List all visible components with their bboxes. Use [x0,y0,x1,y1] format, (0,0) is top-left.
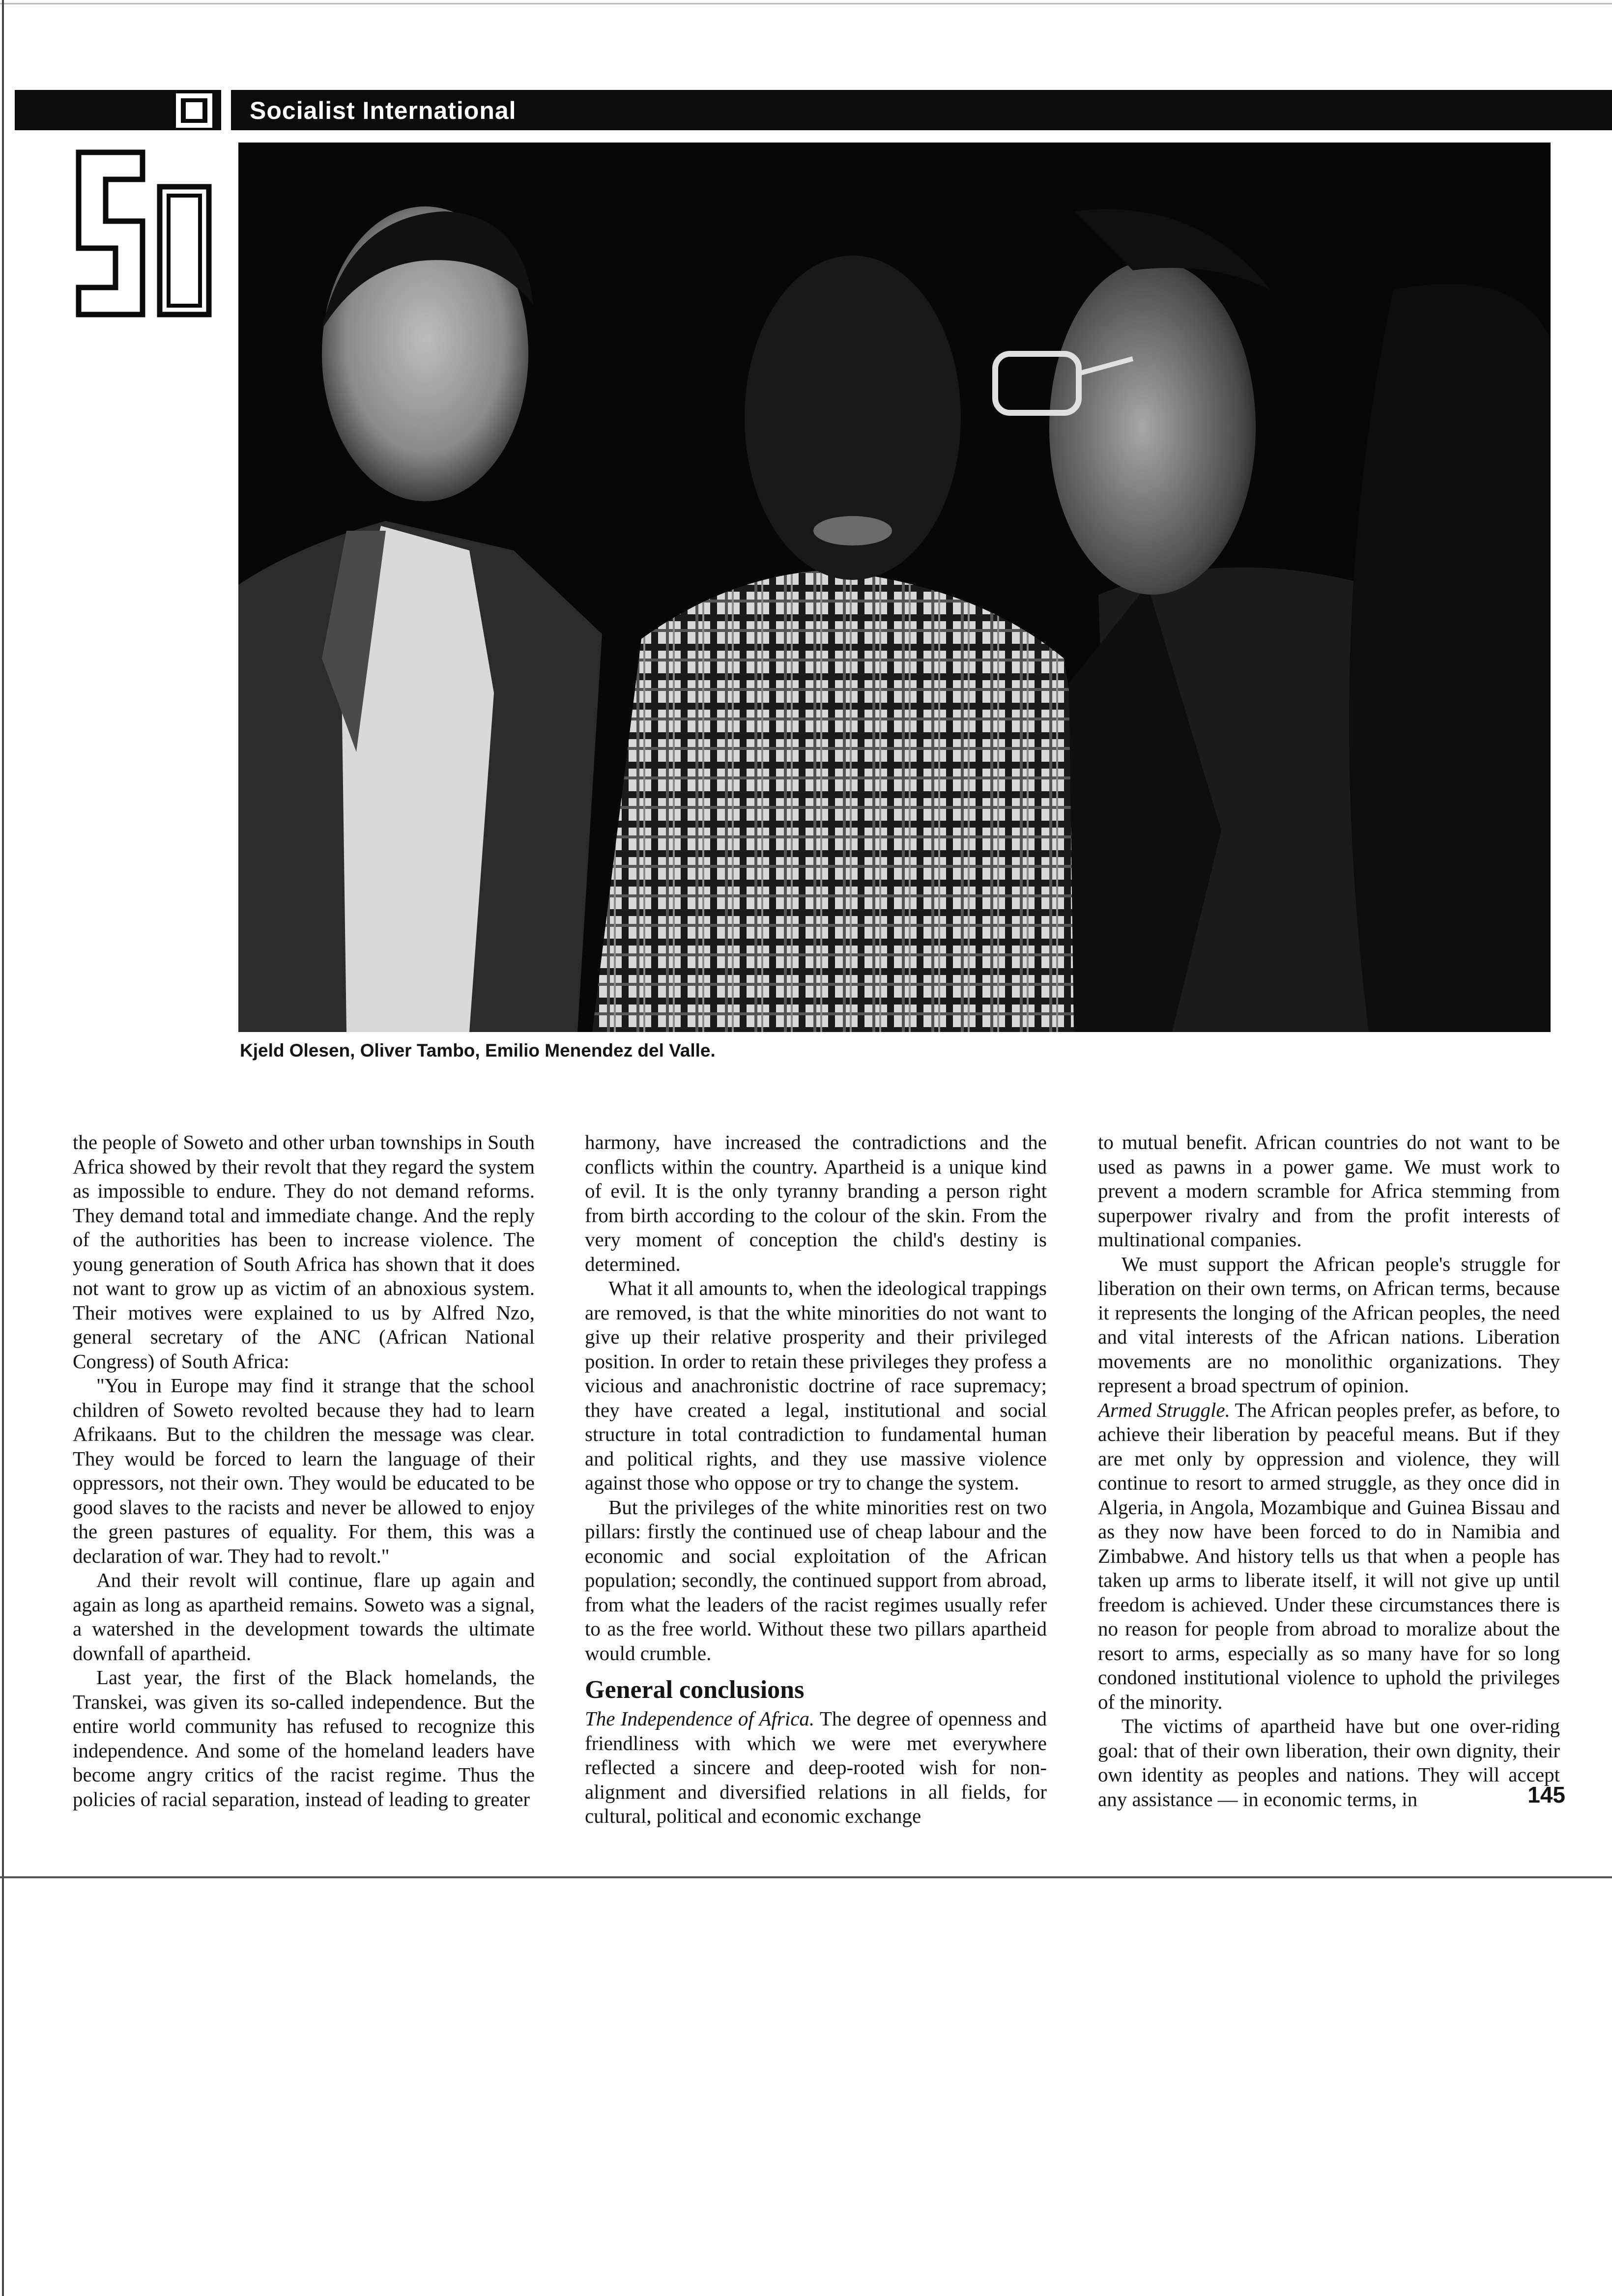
run-in-heading: Armed Struggle. [1098,1398,1230,1421]
paragraph-text: The African peoples prefer, as before, to achieve their liberation by peaceful means. But if they are met only by oppression and violence, they will continue to resort to armed struggle, as they once did in Algeria, in Angola, Mozambique and Guinea Bissau and as they now have been forced to do in Namibia and Zimbabwe. And history tells us that when a people has taken up arms to liberate itself, it will not give up until freedom is achieved. Under these circumstances there is no reason for people from abroad to moralize about the resort to arms, especially as so many have for so long condoned institutional violence to uphold the privileges of the minority. [1098,1398,1560,1713]
paragraph: But the privileges of the white minorities rest on two pillars: firstly the continued use of cheap labour and the economic and social exploitation of the African population; secondly, the continued support from abroad, from what the leaders of the racist regimes usually refer to as the free world. Without these two pillars apartheid would crumble. [585,1495,1047,1665]
paragraph: What it all amounts to, when the ideological trappings are removed, is that the white minorities do not want to give up their relative prosperity and their privileged position. In order to retain these privileges they profess a vicious and anachronistic doctrine of race supremacy; they have created a legal, institutional and social structure in total contradiction to fundamental human and political rights, and they use massive violence against those who oppose or try to change the system. [585,1277,1047,1494]
run-in-heading: The Independence of Africa. [585,1707,815,1730]
section-title: Socialist International [250,97,517,124]
paragraph-text: The degree of openness and friendliness with which we were met everywhere reflected a sincere and deep-rooted wish for non-alignment and diversified relations in all fields, for cultural, political and economic exchange [585,1707,1047,1827]
photo-caption: Kjeld Olesen, Oliver Tambo, Emilio Menendez del Valle. [240,1040,716,1061]
paragraph: The victims of apartheid have but one over-riding goal: that of their own liberation, their own dignity, their own identity as peoples and nations. They will accept any assistance — in economic terms, in [1098,1715,1560,1810]
paragraph: harmony, have increased the contradictions and the conflicts within the country. Apartheid is a unique kind of evil. It is the only tyranny branding a person right from birth according to the colour of the skin. From the very moment of conception the child's destiny is determined. [585,1131,1047,1275]
paragraph: the people of Soweto and other urban townships in South Africa showed by their revolt that they regard the system as impossible to endure. They do not demand reforms. They demand total and immediate change. And the reply of the authorities has been to increase violence. The young generation of South Africa has shown that it does not want to grow up as victim of an abnoxious system. Their motives were explained to us by Alfred Nzo, general secretary of the ANC (African National Congress) of South Africa: [73,1131,535,1373]
section-heading: General conclusions [585,1676,805,1704]
scan-edge-top [0,3,1612,4]
paragraph: We must support the African people's struggle for liberation on their own terms, on African terms, because it represents the longing of the African peoples, the need and vital interests of the African nations. Liberation movements are no monolithic organizations. They represent a broad spectrum of opinion. [1098,1252,1560,1397]
si-logo [69,143,216,324]
article-column-3 [1098,1130,1560,1912]
scan-edge-left [2,0,4,2296]
paragraph: "You in Europe may find it strange that the school children of Soweto revolted because they had to learn Afrikaans. But to the children the message was clear. They would be forced to learn the language of their oppressors, not their own. They would be educated to be good slaves to the racists and never be allowed to enjoy the green pastures of equality. For them, this was a declaration of war. They had to revolt." [73,1374,535,1567]
header-gap [221,90,231,130]
scan-edge-bottom [0,1876,1612,1878]
news-photo [238,143,1551,1032]
article-column-1 [73,1130,535,1912]
article-column-2 [585,1130,1047,1912]
paragraph: And their revolt will continue, flare up again and again as long as apartheid remains. Soweto was a signal, a watershed in the development towards the ultimate downfall of apartheid. [73,1569,535,1665]
paragraph [1098,1398,1560,1715]
header-square-inner [186,102,202,119]
paragraph [585,1707,1047,1829]
paragraph: Last year, the first of the Black homelands, the Transkei, was given its so-called independence. But the entire world community has refused to recognize this independence. And some of the homeland leaders have become angry critics of the racist regime. Thus the policies of racial separation, instead of leading to greater [73,1666,535,1810]
paragraph: to mutual benefit. African countries do not want to be used as pawns in a power game. We must work to prevent a modern scramble for Africa stemming from superpower rivalry and from the profit interests of multinational companies. [1098,1131,1560,1251]
page-number: 145 [1527,1782,1565,1808]
